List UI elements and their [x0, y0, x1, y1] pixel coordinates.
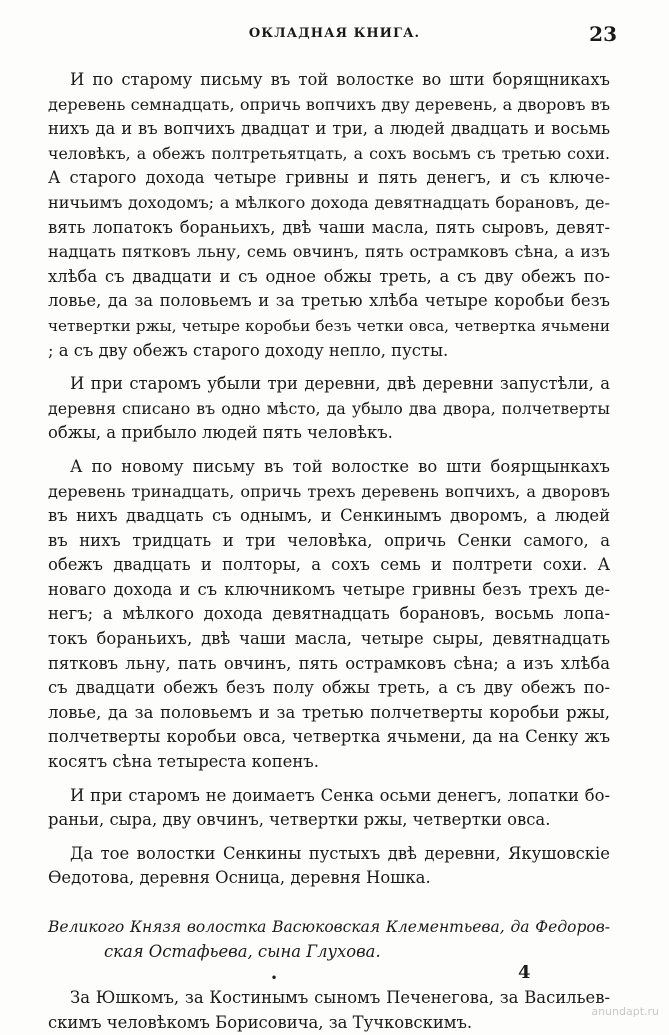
watermark: anundapt.ru — [591, 1005, 659, 1018]
heading-line: Великого Князя волостка Васюковская Клементьева, да Федоров- — [48, 918, 610, 936]
text-line: ничьимъ доходомъ; а мѣлкого дохода девятнадцать борановъ, де- — [48, 192, 610, 212]
text-line: въ нихъ тридцать и три человѣка, опричь Сенки самого, а — [48, 530, 610, 550]
signature-mark: 4 — [518, 962, 531, 983]
text-line: Ѳедотова, деревня Осница, деревня Ношка. — [48, 868, 431, 888]
page-number: 23 — [589, 22, 617, 46]
text-line: съ двадцати обежъ безъ полу обжы треть, а съ дву обежъ по- — [48, 678, 610, 698]
text-line: въ нихъ двадцать съ однымъ, и Сенкинымъ дворомъ, а людей — [48, 506, 610, 526]
text-line: А старого дохода четыре гривны и пять денегъ, и съ ключе- — [48, 168, 610, 188]
text-line: И по старому письму въ той волостке во шти борящникахъ — [70, 70, 610, 89]
paragraph-3 — [48, 455, 610, 775]
text-line: ; а съ дву обежъ старого доходу непло, пусты. — [48, 340, 449, 360]
paragraph-5 — [48, 842, 610, 891]
text-line: Да тое волостки Сенкины пустыхъ двѣ деревни, Якушовскіе — [70, 843, 610, 863]
text-line: человѣкъ, а обежъ полтретьятцать, а сохъ восьмъ съ третью сохи. — [48, 143, 610, 163]
text-line: деревня списано въ одно мѣсто, да убыло два двора, полчетверты — [48, 398, 610, 418]
text-line: обежъ двадцать и полторы, а сохъ семь и полтрети сохи. А — [48, 555, 610, 575]
section-heading — [48, 915, 610, 964]
text-line: четвертки ржы, четыре коробьи безъ четки овса, четвертка ячьмени — [48, 316, 610, 335]
text-line: обжы, а прибыло людей пять человѣкъ. — [48, 423, 393, 443]
paragraph-2 — [48, 372, 610, 446]
text-line: И при старомъ убыли три деревни, двѣ деревни запустѣли, а — [70, 374, 610, 394]
text-line: ловье, да за половьемъ и за третью полчетверты коробьи ржы, — [48, 702, 610, 722]
paragraph-1 — [48, 68, 610, 363]
text-line: нихъ да и въ вопчихъ двадцат и три, а людей двадцать и восьмь — [48, 119, 610, 139]
text-line: негъ; а мѣлкого дохода девятнадцать борановъ, восьмь лопа- — [48, 604, 610, 624]
separator-dot: • — [270, 971, 278, 986]
text-line: косятъ сѣна тетыреста копенъ. — [48, 752, 319, 772]
text-line: деревень семнадцать, опричь вопчихъ дву деревень, а дворовъ въ — [48, 94, 610, 114]
body-text — [48, 68, 610, 1035]
text-line: А по новому письму въ той волостке во шти боярщынкахъ — [70, 456, 610, 476]
text-line: хлѣба съ двадцати и съ одное обжы треть, а съ дву обежъ по- — [48, 266, 610, 286]
text-line: надцать пятковъ льну, семь овчинъ, пять острамковъ сѣна, а изъ — [48, 242, 610, 262]
page-header — [40, 22, 629, 48]
text-line: полчетверты коробьи овса, четвертка ячьмени, да на Сенку жъ — [48, 727, 610, 747]
paragraph-4 — [48, 784, 610, 833]
heading-line: ская Остафьева, сына Глухова. — [104, 941, 381, 961]
text-line: токъ бораньихъ, двѣ чаши масла, четыре сыры, девятнадцать — [48, 629, 610, 649]
text-line: ловье, да за половьемъ и за третью хлѣба четыре коробьи безъ — [48, 291, 610, 311]
text-line: И при старомъ не доимаетъ Сенка осьми денегъ, лопатки бо- — [70, 785, 610, 805]
text-line: пятковъ льну, пать овчинъ, пять острамковъ сѣна; а изъ хлѣба — [48, 653, 610, 673]
text-line: раньи, сыра, дву овчинъ, четвертки ржы, четвертки овса. — [48, 810, 551, 830]
text-line: новаго дохода и съ ключникомъ четыре гривны безъ трехъ де- — [48, 579, 610, 599]
text-line: вять лопатокъ бораньихъ, двѣ чаши масла, пять сыровъ, девят- — [48, 217, 610, 237]
paragraph-6 — [48, 986, 610, 1035]
text-line: скимъ человѣкомъ Борисовича, за Тучковскимъ. — [48, 1012, 473, 1032]
text-line: деревень тринадцать, опричь трехъ деревень вопчихъ, а дворовъ — [48, 481, 610, 501]
text-line: За Юшкомъ, за Костинымъ сыномъ Печенегова, за Васильев- — [70, 988, 610, 1008]
running-title: ОКЛАДНАЯ КНИГА. — [248, 26, 421, 41]
